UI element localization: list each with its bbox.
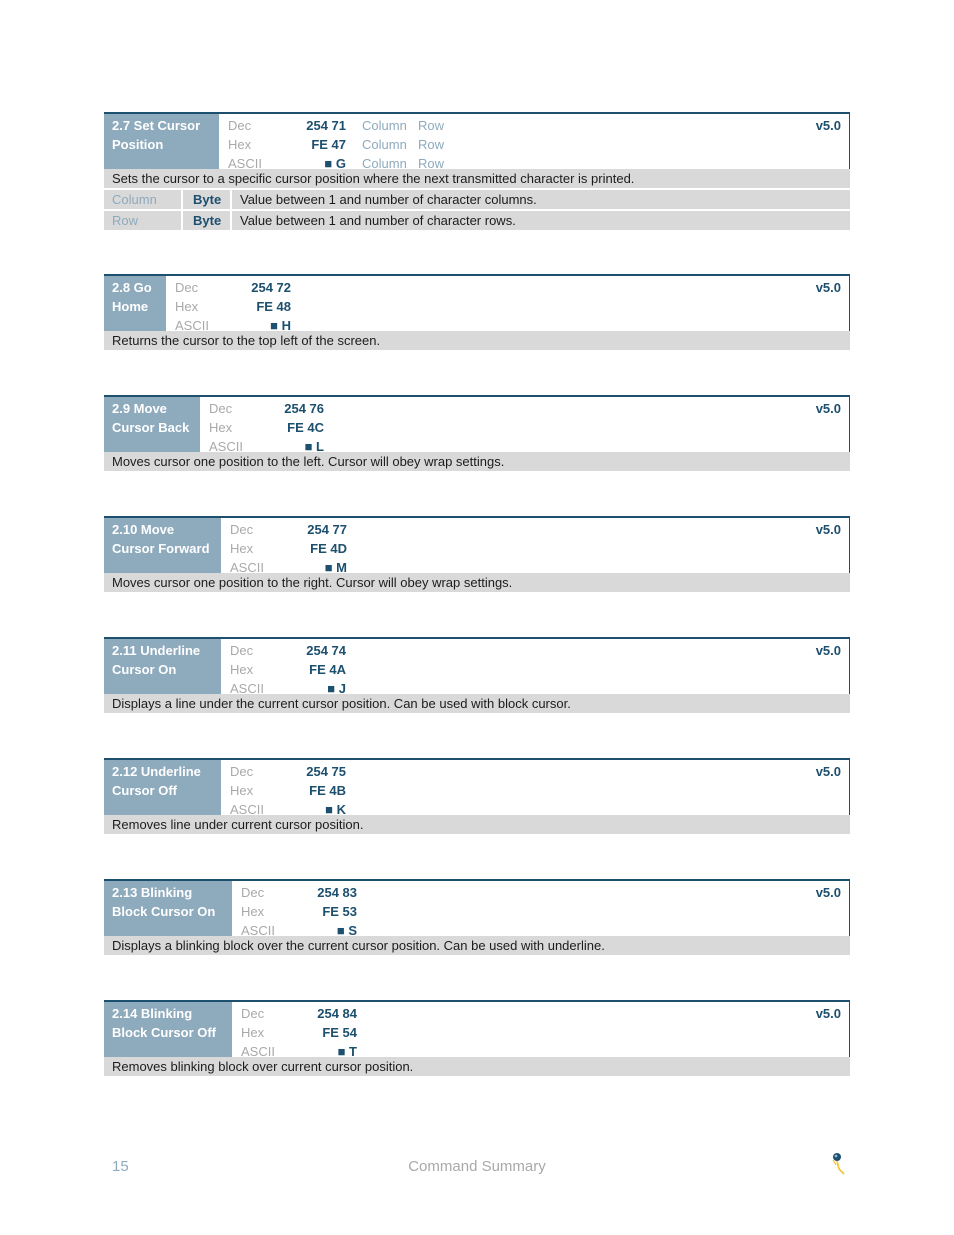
command-codes: Dec 254 74 Hex FE 4A ASCII ■ J v5.0 bbox=[230, 643, 841, 696]
command-codes: Dec 254 77 Hex FE 4D ASCII ■ M v5.0 bbox=[230, 522, 841, 575]
hex-value: FE 48 bbox=[256, 299, 291, 314]
command-codes: Dec 254 76 Hex FE 4C ASCII ■ L v5.0 bbox=[209, 401, 841, 454]
dec-value: 254 74 bbox=[306, 643, 346, 658]
command-block-move-cursor-back bbox=[104, 395, 850, 471]
command-description: Sets the cursor to a specific cursor position where the next transmitted character is printed. bbox=[104, 169, 850, 188]
command-description: Displays a line under the current cursor position. Can be used with block cursor. bbox=[104, 694, 850, 713]
command-codes: Dec 254 84 Hex FE 54 ASCII ■ T v5.0 bbox=[241, 1006, 841, 1059]
hex-value: FE 4D bbox=[310, 541, 347, 556]
command-title: 2.13 Blinking Block Cursor On bbox=[104, 881, 232, 936]
hex-value: FE 4A bbox=[309, 662, 346, 677]
parameter-row: Row Byte Value between 1 and number of character rows. bbox=[104, 211, 850, 230]
command-description: Displays a blinking block over the current cursor position. Can be used with underline. bbox=[104, 936, 850, 955]
command-title: 2.8 Go Home bbox=[104, 276, 166, 331]
command-block-blinking-block-cursor-off bbox=[104, 1000, 850, 1076]
matrix-orbital-logo-icon bbox=[828, 1150, 848, 1176]
footer-section-title: Command Summary bbox=[408, 1158, 546, 1175]
hex-value: FE 53 bbox=[322, 904, 357, 919]
version-label: v5.0 bbox=[815, 1006, 841, 1021]
ascii-value: ■ L bbox=[304, 439, 324, 454]
ascii-value: ■ G bbox=[324, 156, 346, 171]
parameter-row: Column Byte Value between 1 and number of character columns. bbox=[104, 190, 850, 209]
hex-value: FE 4B bbox=[309, 783, 346, 798]
command-block-blinking-block-cursor-on bbox=[104, 879, 850, 955]
command-title: 2.10 Move Cursor Forward bbox=[104, 518, 221, 573]
command-title: 2.7 Set Cursor Position bbox=[104, 114, 219, 169]
version-label: v5.0 bbox=[815, 522, 841, 537]
version-label: v5.0 bbox=[815, 280, 841, 295]
version-label: v5.0 bbox=[815, 764, 841, 779]
ascii-value: ■ T bbox=[337, 1044, 357, 1059]
command-description: Moves cursor one position to the right. Cursor will obey wrap settings. bbox=[104, 573, 850, 592]
dec-value: 254 84 bbox=[317, 1006, 357, 1021]
command-description: Removes line under current cursor position. bbox=[104, 815, 850, 834]
dec-value: 254 75 bbox=[306, 764, 346, 779]
ascii-value: ■ J bbox=[327, 681, 346, 696]
command-block-underline-cursor-on bbox=[104, 637, 850, 713]
ascii-value: ■ S bbox=[336, 923, 357, 938]
command-codes: Dec 254 71 Column Row Hex FE 47 Column Row ASCII ■ G Column Row v5.0 bbox=[228, 118, 841, 171]
dec-value: 254 72 bbox=[251, 280, 291, 295]
dec-value: 254 76 bbox=[284, 401, 324, 416]
command-block-go-home bbox=[104, 274, 850, 350]
command-block-set-cursor-position bbox=[104, 112, 850, 230]
footer-page-number: 15 bbox=[112, 1158, 129, 1175]
dec-value: 254 77 bbox=[307, 522, 347, 537]
command-title: 2.11 Underline Cursor On bbox=[104, 639, 221, 694]
command-title: 2.12 Underline Cursor Off bbox=[104, 760, 221, 815]
command-title: 2.9 Move Cursor Back bbox=[104, 397, 200, 452]
hex-value: FE 54 bbox=[322, 1025, 357, 1040]
version-label: v5.0 bbox=[815, 885, 841, 900]
dec-value: 254 71 bbox=[306, 118, 346, 133]
command-description: Moves cursor one position to the left. Cursor will obey wrap settings. bbox=[104, 452, 850, 471]
command-codes: Dec 254 75 Hex FE 4B ASCII ■ K v5.0 bbox=[230, 764, 841, 817]
version-label: v5.0 bbox=[815, 401, 841, 416]
version-label: v5.0 bbox=[815, 643, 841, 658]
command-description: Returns the cursor to the top left of the screen. bbox=[104, 331, 850, 350]
command-block-underline-cursor-off bbox=[104, 758, 850, 834]
command-block-move-cursor-forward bbox=[104, 516, 850, 592]
command-codes: Dec 254 83 Hex FE 53 ASCII ■ S v5.0 bbox=[241, 885, 841, 938]
dec-value: 254 83 bbox=[317, 885, 357, 900]
command-description: Removes blinking block over current cursor position. bbox=[104, 1057, 850, 1076]
version-label: v5.0 bbox=[815, 118, 841, 133]
ascii-value: ■ K bbox=[325, 802, 346, 817]
command-codes: Dec 254 72 Hex FE 48 ASCII ■ H v5.0 bbox=[175, 280, 841, 333]
ascii-value: ■ H bbox=[270, 318, 291, 333]
ascii-value: ■ M bbox=[324, 560, 347, 575]
hex-value: FE 4C bbox=[287, 420, 324, 435]
command-title: 2.14 Blinking Block Cursor Off bbox=[104, 1002, 232, 1057]
hex-value: FE 47 bbox=[311, 137, 346, 152]
